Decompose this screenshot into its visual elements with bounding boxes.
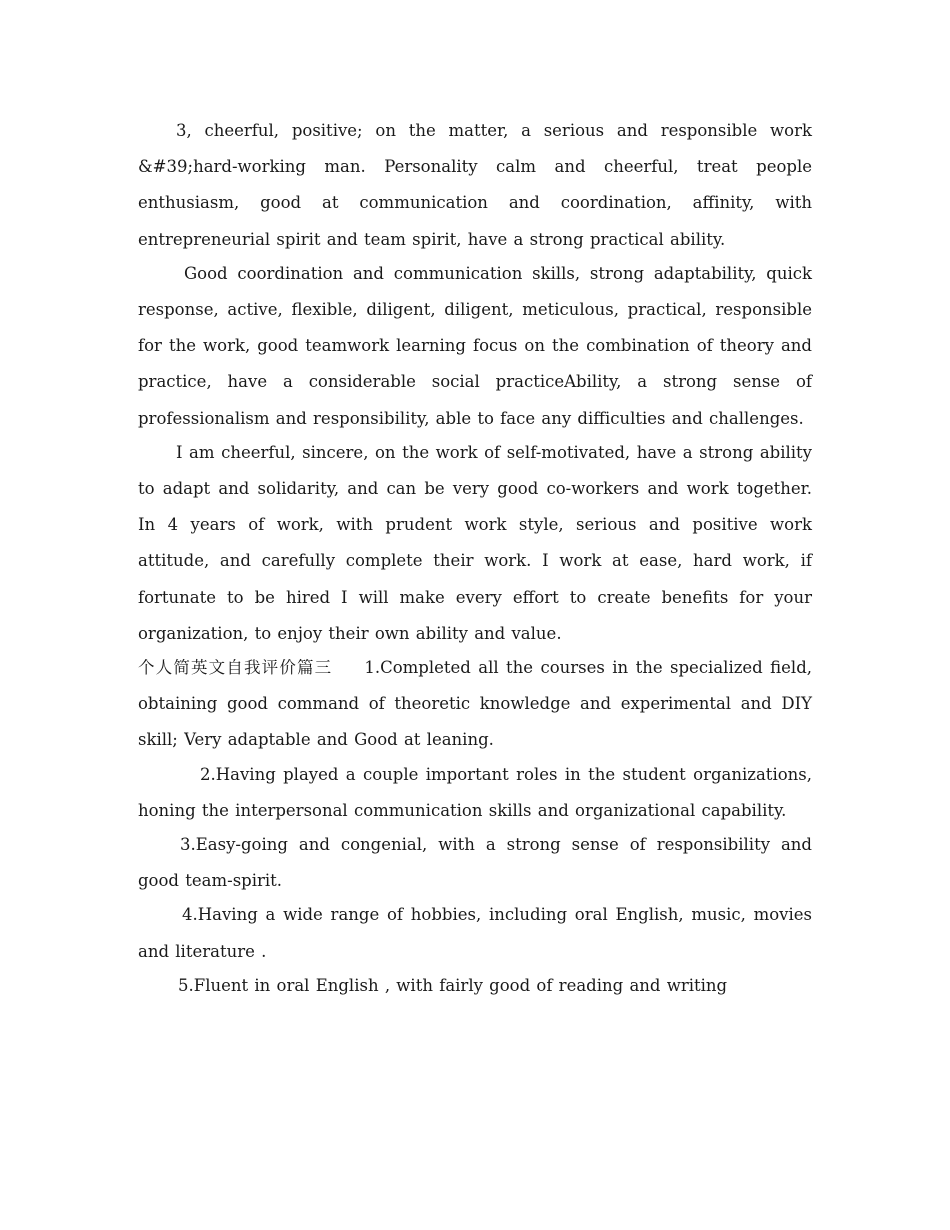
list-item-2: 2.Having played a couple important roles in the student organizations, honing the interpersonal communication skills and organizational capability. xyxy=(138,764,812,820)
section-paragraph xyxy=(138,650,812,759)
paragraph-2: Good coordination and communication skills, strong adaptability, quick response, active, flexible, diligent, diligent, meticulous, practical, responsible for the work, good teamwork learning focus on the combination of theory and practice, have a considerable social practiceAbility, a strong sense of professionalism and responsibility, able to face any difficulties and challenges. xyxy=(138,263,812,428)
list-item-4: 4.Having a wide range of hobbies, including oral English, music, movies and literature . xyxy=(138,905,812,961)
list-item-3: 3.Easy-going and congenial, with a strong sense of responsibility and good team-spirit. xyxy=(138,835,812,891)
paragraph-3: I am cheerful, sincere, on the work of self-motivated, have a strong ability to adapt and solidarity, and can be very good co-workers and work together. In 4 years of work, with prudent work style, serious and positive work attitude, and carefully complete their work. I work at ease, hard work, if fortunate to be hired I will make every effort to create benefits for your organization, to enjoy their own ability and value. xyxy=(138,442,812,643)
paragraph-1: 3, cheerful, positive; on the matter, a serious and responsible work &#39;hard-working man. Personality calm and cheerful, treat people enthusiasm, good at communication and coordination, affinity, with entrepreneurial spirit and team spirit, have a strong practical ability. xyxy=(138,121,812,249)
document-body xyxy=(138,113,812,1002)
section-heading: 个人简英文自我评价篇三 xyxy=(138,658,333,678)
section-first-item: 1.Completed all the courses in the specialized field, obtaining good command of theoretic knowledge and experimental and DIY skill; Very adaptable and Good at leaning. xyxy=(138,658,813,750)
list-item-5: 5.Fluent in oral English , with fairly good of reading and writing xyxy=(178,975,728,995)
